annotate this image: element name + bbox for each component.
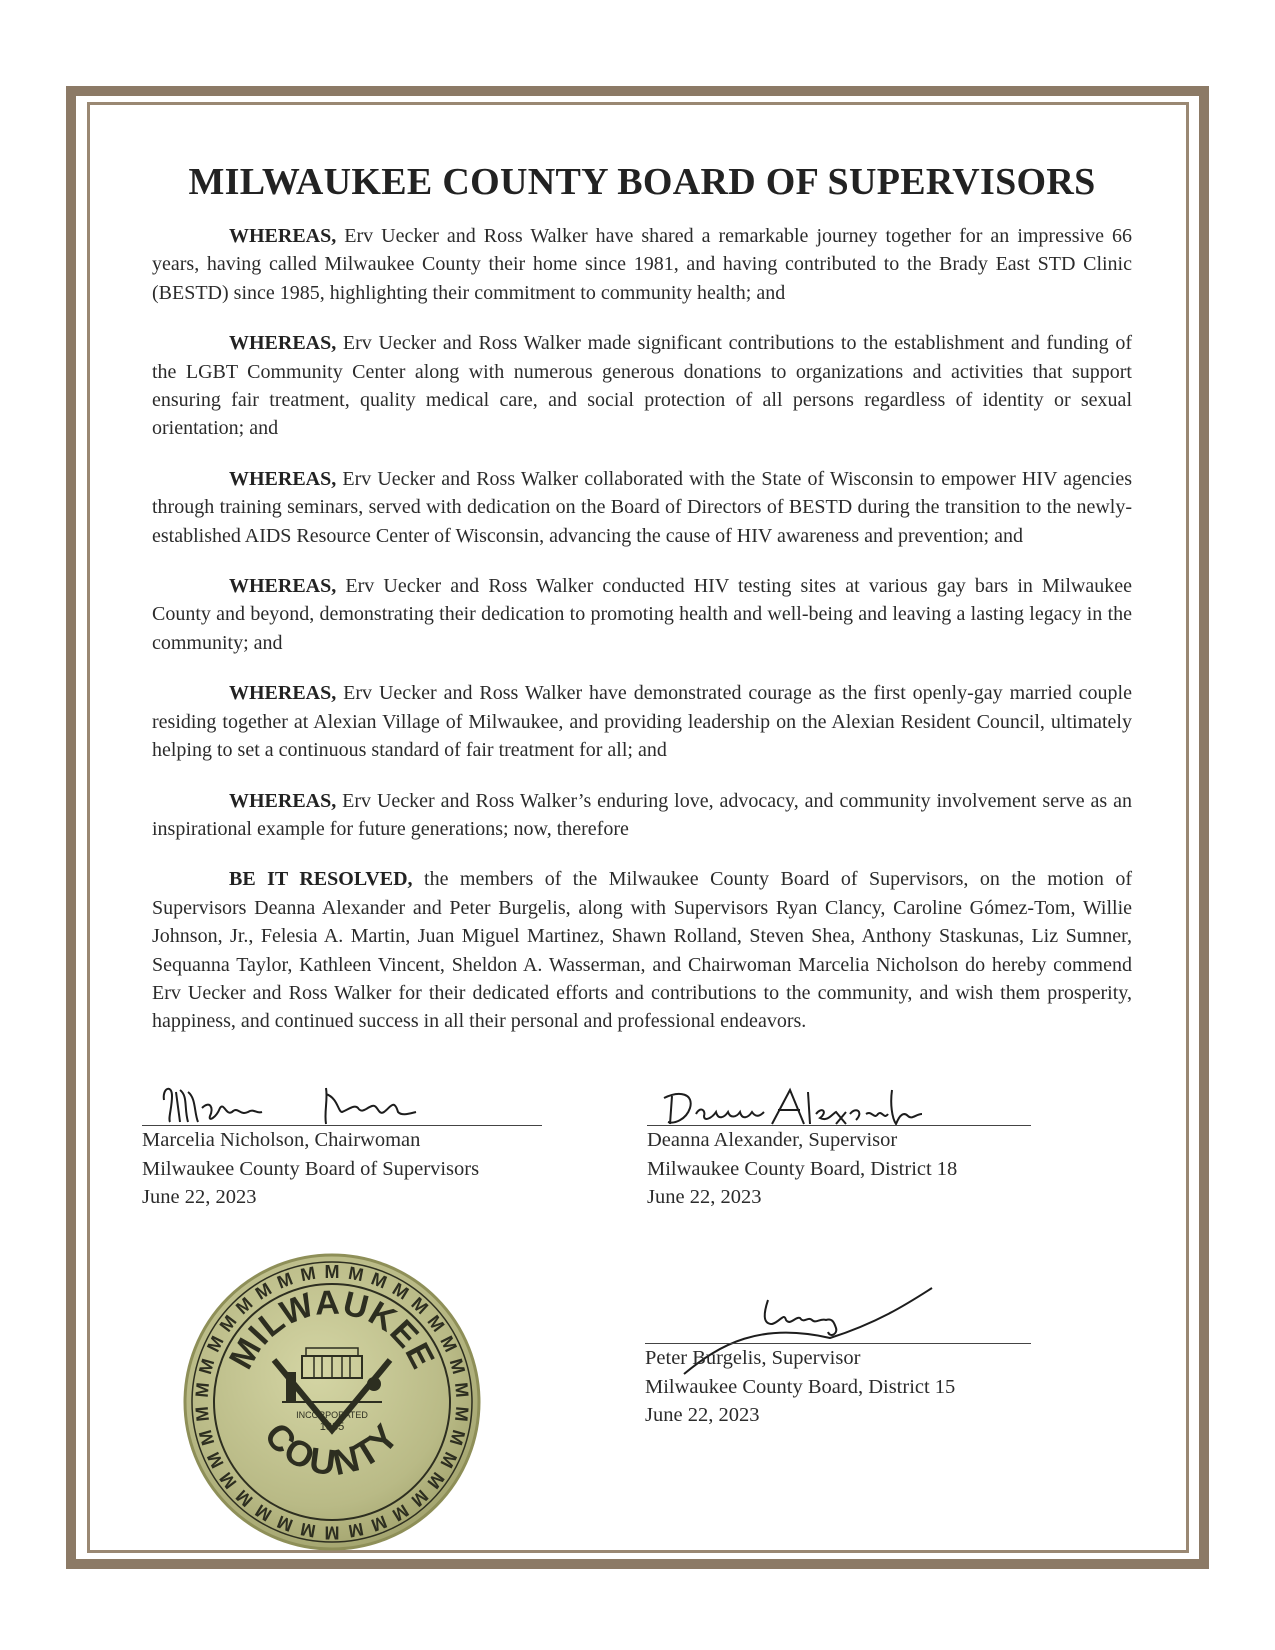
seal-m-letter: M <box>324 1522 340 1543</box>
seal-m-letter: M <box>436 1332 461 1356</box>
seal-bottom-text: COUNTY <box>256 1414 408 1484</box>
seal-m-letter: M <box>298 1262 318 1286</box>
resolution-paragraph <box>152 787 1132 844</box>
seal-m-letter: M <box>346 1518 366 1542</box>
seal-year: 1835 <box>319 1421 345 1433</box>
signature-date: June 22, 2023 <box>647 1186 762 1208</box>
signer-organization: Milwaukee County Board, District 15 <box>645 1375 956 1398</box>
seal-m-letter: M <box>251 1500 276 1526</box>
resolution-paragraph <box>152 329 1132 443</box>
seal-m-letter: M <box>203 1332 228 1356</box>
seal-m-letter: M <box>298 1518 318 1542</box>
paragraph-lead: WHEREAS, <box>229 225 337 247</box>
seal-m-letter: M <box>231 1485 257 1511</box>
paragraph-text: Erv Uecker and Ross Walker conducted HIV testing sites at various gay bars in Milwaukee County and beyond, demonstrating their dedication to promoting health and well-being and leaving a lasting legacy in the community; and <box>152 575 1132 654</box>
resolution-paragraph <box>152 465 1132 550</box>
seal-m-letter: M <box>423 1468 449 1493</box>
paragraph-text: Erv Uecker and Ross Walker collaborated with the State of Wisconsin to empower HIV agencies through training seminars, served with dedication on the Board of Directors of BESTD during the transition to the newly-established AIDS Resource Center of Wisconsin, advancing the cause of HIV awareness and prevention; and <box>152 467 1132 547</box>
seal-m-letter: M <box>436 1448 461 1472</box>
paragraph-text: Erv Uecker and Ross Walker’s enduring love, advocacy, and community involvement serve as an inspirational example for future generations; now, therefore <box>152 789 1132 840</box>
paragraph-lead: WHEREAS, <box>229 682 337 705</box>
seal-m-letter: M <box>368 1268 390 1293</box>
seal-m-letter: M <box>407 1293 433 1319</box>
signer-organization: Milwaukee County Board, District 18 <box>647 1157 958 1180</box>
seal-m-letter: M <box>251 1278 276 1304</box>
resolution-paragraph <box>152 679 1132 764</box>
resolution-paragraph <box>152 572 1132 657</box>
seal-m-letter: M <box>324 1261 340 1282</box>
seal-m-letter: M <box>423 1311 449 1336</box>
paragraph-lead: WHEREAS, <box>229 575 337 598</box>
paragraph-text: Erv Uecker and Ross Walker have shared a remarkable journey together for an impressive 66 years, having called Milwaukee County their home since 1981, and having contributed to the Brady East STD Clinic (BESTD) since 1985, highlighting their commitment to community health; and <box>152 225 1132 304</box>
paragraph-lead: BE IT RESOLVED, <box>229 868 413 891</box>
signature-block-alexander <box>647 1125 1031 1212</box>
paragraph-lead: WHEREAS, <box>229 467 337 490</box>
seal-m-letter: M <box>191 1381 214 1399</box>
paragraph-text: Erv Uecker and Ross Walker have demonstrated courage as the first openly-gay married couple residing together at Alexian Village of Milwaukee, and providing leadership on the Alexian Resident Council, ultimately helping to set a continuous standard of fair treatment for all; and <box>152 682 1132 762</box>
seal-m-letter: M <box>274 1511 296 1536</box>
seal-m-letter: M <box>407 1485 433 1511</box>
seal-m-letter: M <box>450 1381 473 1399</box>
resolution-paragraph <box>152 865 1132 1035</box>
seal-m-letter: M <box>388 1278 413 1304</box>
proclamation-body <box>152 160 1132 1058</box>
seal-m-letter: M <box>203 1448 228 1472</box>
paragraph-text: Erv Uecker and Ross Walker made significant contributions to the establishment and funding of the LGBT Community Center along with numerous generous donations to organizations and activities that support ensuring fair treatment, quality medical care, and social protection of all persons regardless of identity or sexual orientation; and <box>152 332 1132 440</box>
signer-name-title: Deanna Alexander, Supervisor <box>647 1129 898 1151</box>
seal-m-letter: M <box>445 1427 469 1448</box>
seal-top-text: MILWAUKEE <box>222 1283 443 1376</box>
seal-m-letter: M <box>346 1262 366 1286</box>
seal-m-letter: M <box>195 1427 219 1448</box>
seal-m-letter: M <box>274 1268 296 1293</box>
seal-m-letter: M <box>215 1468 241 1493</box>
seal-m-letter: M <box>191 1405 214 1423</box>
alexander-signature <box>660 1084 940 1130</box>
seal-m-letter: M <box>195 1356 219 1377</box>
nicholson-signature <box>158 1078 458 1128</box>
signature-date: June 22, 2023 <box>142 1186 257 1208</box>
seal-incorporated-label: INCORPORATED <box>296 1410 368 1420</box>
county-seal <box>182 1252 482 1552</box>
resolution-paragraph <box>152 222 1132 307</box>
signature-block-nicholson <box>142 1125 542 1212</box>
signature-block-burgelis <box>645 1343 1031 1430</box>
paragraph-text: the members of the Milwaukee County Board of Supervisors, on the motion of Supervisors Deanna Alexander and Peter Burgelis, along with Supervisors Ryan Clancy, Caroline Gómez-Tom, Willie Johnson, Jr., Felesia A. Martin, Juan Miguel Martinez, Shawn Rolland, Steven Shea, Anthony Staskunas, Liz Sumner, Sequanna Taylor, Kathleen Vincent, Sheldon A. Wasserman, and Chairwoman Marcelia Nicholson do hereby commend Erv Uecker and Ross Walker for their dedicated efforts and contributions to the community, and wish them prosperity, happiness, and continued success in all their personal and professional endeavors. <box>152 868 1132 1033</box>
seal-m-letter: M <box>450 1405 473 1423</box>
seal-m-letter: M <box>215 1311 241 1336</box>
seal-m-letter: M <box>368 1511 390 1536</box>
seal-m-letter: M <box>445 1356 469 1377</box>
paragraph-lead: WHEREAS, <box>229 789 337 812</box>
paragraph-list <box>152 222 1132 1036</box>
signer-organization: Milwaukee County Board of Supervisors <box>142 1157 480 1180</box>
paragraph-lead: WHEREAS, <box>229 332 337 355</box>
seal-m-letter: M <box>388 1500 413 1526</box>
signature-date: June 22, 2023 <box>645 1404 760 1426</box>
document-title: MILWAUKEE COUNTY BOARD OF SUPERVISORS <box>188 161 1096 203</box>
signer-name-title: Marcelia Nicholson, Chairwoman <box>142 1129 421 1151</box>
seal-m-letter: M <box>231 1293 257 1319</box>
signer-name-title: Peter Burgelis, Supervisor <box>645 1347 861 1369</box>
